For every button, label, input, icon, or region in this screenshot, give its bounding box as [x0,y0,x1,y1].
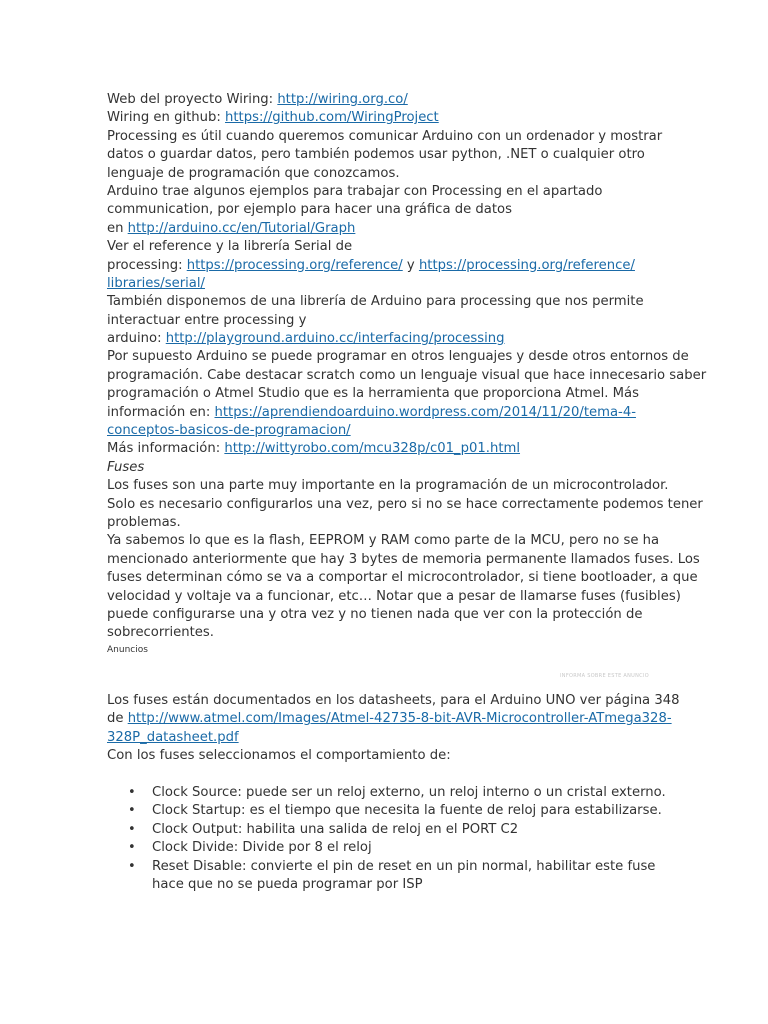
fuse-item-text: Clock Startup: es el tiempo que necesita la fuente de reloj para estabilizarse. [152,803,662,819]
bullet-icon: • [128,840,136,856]
text-line [107,747,667,765]
text-line [107,330,663,348]
hyperlink[interactable]: conceptos-basicos-de-programacion/ [107,423,351,439]
text-span: y [402,257,419,273]
fuse-item-text: Clock Source: puede ser un reloj externo, un reloj interno o un cristal externo. [152,785,666,800]
fuse-item-text: Clock Output: habilita una salida de reloj en el PORT C2 [152,821,519,837]
text-span: También disponemos de una librería de Arduino para processing que nos permite [107,294,644,310]
text-line [107,606,663,624]
text-line [107,238,663,256]
text-span: Por supuesto Arduino se puede programar en otros lenguajes y desde otros entornos de [107,349,689,365]
text-span: Con los fuses seleccionamos el comportamiento de: [107,748,451,764]
text-line [107,729,667,747]
hyperlink[interactable]: https://processing.org/reference/ [186,257,403,273]
text-span: Arduino trae algunos ejemplos para trabajar con Processing en el apartado [107,183,603,199]
hyperlink[interactable]: libraries/serial/ [107,275,205,291]
text-span: Los fuses están documentados en los datasheets, para el Arduino UNO ver página 348 [107,693,680,708]
document-body [107,91,707,656]
text-span: communication, por ejemplo para hacer una gráfica de datos [107,202,512,218]
text-span: puede configurarse una y otra vez y no tienen nada que ver con la protección de [107,606,643,622]
text-line [107,201,663,219]
fuse-item-text: Clock Divide: Divide por 8 el reloj [152,840,372,856]
text-span: velocidad y voltaje va a funcionar, etc… Notar que a pesar de llamarse fuses (fusibles) [107,588,681,604]
text-span: sobrecorrientes. [107,625,214,641]
text-span: fuses determinan cómo se va a comportar el microcontrolador, si tiene bootloader, a que [107,570,698,586]
text-span: Ya sabemos lo que es la flash, EEPROM y RAM como parte de la MCU, pero no se ha [107,533,660,549]
document-body-continued [107,692,680,766]
text-line [107,146,663,164]
text-span: Web del proyecto Wiring: [107,92,278,107]
hyperlink[interactable]: https://processing.org/reference/ [418,257,635,273]
text-line [107,440,663,458]
text-span: problemas. [107,514,181,530]
hyperlink[interactable]: http://arduino.cc/en/Tutorial/Graph [127,220,356,236]
text-line [107,496,703,514]
hyperlink[interactable]: http://wittyrobo.com/mcu328p/c01_p01.html [224,441,521,457]
text-span: Wiring en github: [107,110,226,126]
text-line [107,220,663,238]
text-line [107,404,663,422]
text-line [107,532,663,550]
text-line [107,91,663,109]
fuse-list-item [107,802,667,820]
text-span: datos o guardar datos, pero también podemos usar python, .NET o cualquier otro [107,147,645,163]
bullet-icon: • [128,858,136,874]
text-line [107,692,680,710]
text-span: programación. Cabe destacar scratch como un lenguaje visual que hace innecesario saber [107,367,707,383]
bullet-icon: • [128,785,136,800]
hyperlink[interactable]: http://www.atmel.com/Images/Atmel-42735-8-bit-AVR-Microcontroller-ATmega328- [127,711,672,727]
text-line [107,275,663,293]
text-span: información en: [107,404,215,420]
fuse-list-item [107,821,667,839]
hyperlink[interactable]: http://wiring.org.co/ [277,92,408,107]
text-line [107,422,663,440]
text-span: Ver el reference y la librería Serial de [107,239,353,255]
text-span: interactuar entre processing y [107,312,307,328]
text-line [107,257,663,275]
ad-report-link[interactable]: INFORMA SOBRE ESTE ANUNCIO [560,673,649,679]
text-line [107,348,689,366]
text-span: en [107,220,128,236]
text-line [107,183,663,201]
fuse-list-item [107,839,667,857]
text-line [107,514,663,532]
hyperlink[interactable]: 328P_datasheet.pdf [107,729,239,745]
text-line [107,293,663,311]
text-line [107,109,663,127]
text-line [107,569,698,587]
text-line [107,477,669,495]
text-line [107,385,663,403]
section-heading: Fuses [107,459,145,475]
text-line [107,624,663,642]
bullet-icon: • [128,803,136,819]
text-line [107,367,707,385]
text-span: Los fuses son una parte muy importante en la programación de un microcontrolador. [107,478,669,494]
text-span: lenguaje de programación que conozcamos. [107,165,400,181]
text-line [107,588,681,606]
fuse-list-item [107,784,667,802]
text-span: Solo es necesario configurarlos una vez, pero si no se hace correctamente podemos tener [107,496,703,512]
text-span: programación o Atmel Studio que es la herramienta que proporciona Atmel. Más [107,386,639,402]
fuse-list-item [107,858,667,895]
text-span: Processing es útil cuando queremos comunicar Arduino con un ordenador y mostrar [107,128,663,144]
text-span: arduino: [107,331,166,347]
fuse-item-text: Reset Disable: convierte el pin de reset en un pin normal, habilitar este fuse hace que no se pueda programar por ISP [152,858,656,893]
text-span: processing: [107,257,187,273]
hyperlink[interactable]: https://github.com/WiringProject [225,110,439,126]
text-line [107,459,663,477]
text-span: mencionado anteriormente que hay 3 bytes de memoria permanente llamados fuses. Los [107,551,700,567]
text-span: Más información: [107,441,225,457]
text-line [107,128,663,146]
fuse-options-list [107,784,667,894]
hyperlink[interactable]: http://playground.arduino.cc/interfacing/processing [165,331,505,347]
text-span: de [107,711,128,727]
text-line [107,165,663,183]
bullet-icon: • [128,821,136,837]
text-line [107,312,663,330]
ads-label: Anuncios [107,644,148,655]
text-line [107,710,672,728]
hyperlink[interactable]: https://aprendiendoarduino.wordpress.com/2014/11/20/tema-4- [214,404,636,420]
text-line [107,551,700,569]
